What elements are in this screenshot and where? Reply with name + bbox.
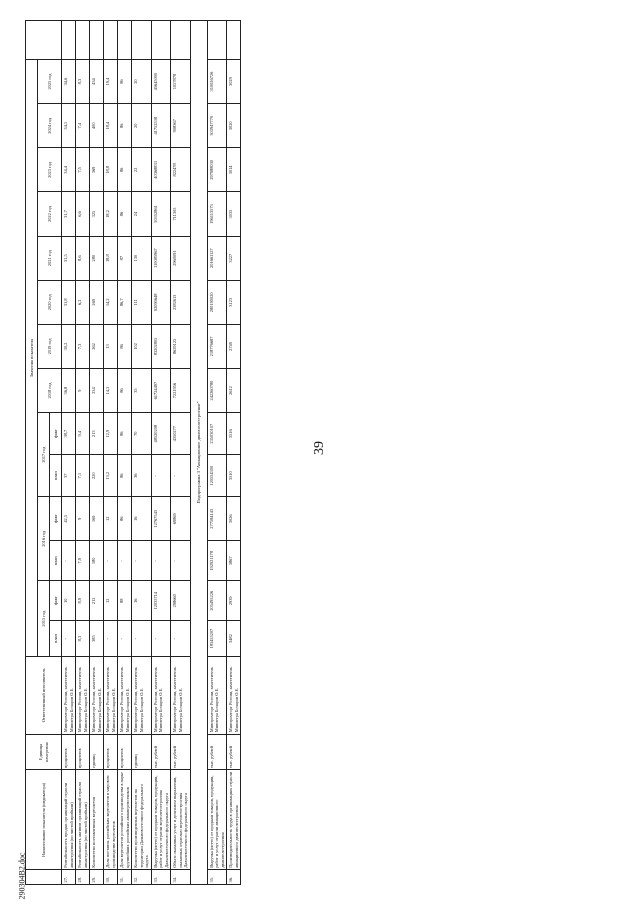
- indicator-name: Доля вертолетов российского производства в парке крупнейших российских авиаперевозчиков: [118, 770, 132, 870]
- table-body-part1: [62, 21, 191, 885]
- value-cell: 110085967: [151, 236, 171, 280]
- value-cell: 369: [90, 148, 104, 192]
- value-cell: 6,2: [76, 280, 90, 324]
- value-cell: 434: [90, 59, 104, 103]
- row-number: 29.: [90, 870, 104, 885]
- value-cell: 48520208: [151, 413, 171, 455]
- unit-cell: единиц: [132, 734, 152, 770]
- value-cell: 18,8: [104, 236, 118, 280]
- value-cell: 213: [90, 413, 104, 455]
- empty-cell: [118, 21, 132, 60]
- value-cell: 38,7: [62, 413, 76, 455]
- value-cell: -: [104, 621, 118, 657]
- header-empty: [26, 21, 62, 60]
- value-cell: 3020: [227, 104, 241, 148]
- value-cell: 242260780: [207, 369, 227, 413]
- header-year: 2023 год: [38, 148, 62, 192]
- table-row: [151, 21, 171, 885]
- value-cell: 8,3: [76, 59, 90, 103]
- empty-cell: [76, 21, 90, 60]
- value-cell: -: [118, 541, 132, 581]
- header-year: 2022 год: [38, 192, 62, 236]
- value-cell: 183455207: [207, 621, 227, 657]
- header-unit: Единица измерения: [26, 734, 62, 770]
- responsible-cell: Минпромторг России, заместитель Министра Бочаров О.Е.: [90, 656, 104, 734]
- header-values-group: Значения показателя: [26, 59, 38, 656]
- value-cell: 87: [118, 236, 132, 280]
- value-cell: 45645000: [151, 59, 171, 103]
- table-row: [171, 21, 191, 885]
- value-cell: 37: [62, 455, 76, 497]
- page-number: 39: [312, 441, 327, 455]
- value-cell: 4350277: [171, 413, 191, 455]
- value-cell: 12767543: [151, 497, 171, 541]
- table-row: [207, 21, 227, 885]
- value-cell: 86: [118, 192, 132, 236]
- row-number: 32.: [132, 870, 152, 885]
- value-cell: 18,8: [104, 148, 118, 192]
- value-cell: 34,4: [62, 148, 76, 192]
- value-cell: 2960091: [171, 236, 191, 280]
- header-plan: план: [50, 621, 62, 657]
- value-cell: -: [171, 621, 191, 657]
- value-cell: 9: [76, 497, 90, 541]
- header-fact: факт: [50, 497, 62, 541]
- value-cell: 86: [118, 497, 132, 541]
- header-2017: 2017 год: [38, 413, 50, 497]
- row-number: 27.: [62, 870, 76, 885]
- row-number: 34.: [171, 870, 191, 885]
- table-body-part2: [207, 21, 241, 885]
- table-row: [62, 21, 76, 885]
- header-year: 2025 год: [38, 59, 62, 103]
- empty-cell: [132, 21, 152, 60]
- empty-cell: [207, 21, 227, 60]
- indicator-name: Рентабельность продаж организаций отрасли авиастроения (по чистой прибыли): [62, 770, 76, 870]
- indicator-name: Доля поставок российских вертолетов в мировом производстве вертолетов: [104, 770, 118, 870]
- responsible-cell: Минпромторг России, заместитель Министра Бочаров О.Е.: [151, 656, 171, 734]
- value-cell: 86: [118, 148, 132, 192]
- responsible-cell: Минпромторг России, заместитель Министра Бочаров О.Е.: [62, 656, 76, 734]
- value-cell: 7,5: [76, 148, 90, 192]
- indicator-name: Объем оказанных услуг и денежном выражении, оказанных отраслью вертолетостроения Дальневосточного федерального округа: [171, 770, 191, 870]
- value-cell: 120554300: [207, 455, 227, 497]
- value-cell: 280: [90, 236, 104, 280]
- value-cell: 102: [132, 324, 152, 368]
- empty-cell: [104, 21, 118, 60]
- value-cell: 3516: [227, 413, 241, 455]
- value-cell: -: [171, 455, 191, 497]
- value-cell: 40368833: [151, 148, 171, 192]
- value-cell: 1057878: [171, 59, 191, 103]
- indicator-name: Рентабельность активов организаций отрасли авиастроения (по чистой прибыли): [76, 770, 90, 870]
- header-indicator-name: Наименование показателя (индикатора): [26, 770, 62, 870]
- value-cell: 12: [104, 497, 118, 541]
- row-number: 36.: [227, 870, 241, 885]
- value-cell: -: [151, 621, 171, 657]
- value-cell: 70: [132, 413, 152, 455]
- header-2016: 2016 год: [38, 497, 50, 581]
- value-cell: 3867: [227, 541, 241, 581]
- row-number: 28.: [76, 870, 90, 885]
- value-cell: 169: [90, 497, 104, 541]
- value-cell: 7,4: [76, 104, 90, 148]
- value-cell: 7221956: [171, 369, 191, 413]
- value-cell: 50352861: [151, 192, 171, 236]
- value-cell: 69869: [171, 497, 191, 541]
- subprogram-section: [190, 21, 207, 885]
- value-cell: -: [62, 541, 76, 581]
- row-number: 35.: [207, 870, 227, 885]
- unit-cell: тыс. рублей: [227, 734, 241, 770]
- value-cell: 218776687: [207, 324, 227, 368]
- value-cell: 42,5: [62, 497, 76, 541]
- value-cell: 111: [132, 280, 152, 324]
- rotated-table-container: [25, 20, 595, 885]
- value-cell: 41752538: [151, 104, 171, 148]
- indicators-table: [25, 20, 241, 885]
- value-cell: 20: [132, 59, 152, 103]
- value-cell: 7,1: [76, 455, 90, 497]
- value-cell: 12,9: [104, 413, 118, 455]
- value-cell: 86: [118, 413, 132, 455]
- table-row: [104, 21, 118, 885]
- unit-cell: тыс. рублей: [171, 734, 191, 770]
- value-cell: 22: [132, 148, 152, 192]
- value-cell: 711305: [171, 192, 191, 236]
- value-cell: 7,9: [76, 541, 90, 581]
- empty-cell: [90, 21, 104, 60]
- value-cell: 269: [90, 280, 104, 324]
- value-cell: 36: [132, 455, 152, 497]
- responsible-cell: Минпромторг России, заместитель Министра Бочаров О.Е.: [171, 656, 191, 734]
- value-cell: 36,8: [62, 369, 76, 413]
- header-year: 2024 год: [38, 104, 62, 148]
- indicator-name: Количество поставленных вертолетов: [90, 770, 104, 870]
- value-cell: 13: [104, 324, 118, 368]
- value-cell: 3482: [227, 621, 241, 657]
- value-cell: 92090648: [151, 280, 171, 324]
- value-cell: 2382613: [171, 280, 191, 324]
- unit-cell: процентов: [118, 734, 132, 770]
- value-cell: 86: [118, 324, 132, 368]
- value-cell: -: [132, 541, 152, 581]
- value-cell: 34,1: [62, 104, 76, 148]
- value-cell: 16: [132, 497, 152, 541]
- value-cell: 908367: [171, 104, 191, 148]
- value-cell: 86: [118, 455, 132, 497]
- value-cell: -: [104, 541, 118, 581]
- table-row: [132, 21, 152, 885]
- indicator-name: Выручка (нетто) от продажи товаров, продукции, работ и услуг отрасли авиационного двигателестроения: [207, 770, 227, 870]
- value-cell: 35: [132, 369, 152, 413]
- value-cell: -: [151, 455, 171, 497]
- value-cell: 31,8: [62, 280, 76, 324]
- document-filename: 290304B2.doc: [17, 852, 27, 900]
- value-cell: 24: [132, 192, 152, 236]
- value-cell: 3123: [227, 280, 241, 324]
- value-cell: -: [171, 541, 191, 581]
- empty-cell: [151, 21, 171, 60]
- value-cell: 16: [132, 581, 152, 621]
- value-cell: 8,9: [76, 581, 90, 621]
- value-cell: 2612: [227, 369, 241, 413]
- value-cell: 234: [90, 369, 104, 413]
- table-row: [227, 21, 241, 885]
- value-cell: -: [62, 621, 76, 657]
- indicator-name: Количество произведенных вертолетов на территории Дальневосточного федерального округа: [132, 770, 152, 870]
- unit-cell: процентов: [62, 734, 76, 770]
- value-cell: 9,4: [76, 413, 90, 455]
- value-cell: 10: [62, 581, 76, 621]
- value-cell: 298660: [171, 581, 191, 621]
- value-cell: 6,6: [76, 192, 90, 236]
- value-cell: 30,2: [62, 324, 76, 368]
- value-cell: 3026: [227, 497, 241, 541]
- responsible-cell: Минпромторг России, заместитель Министра Бочаров О.Е.: [132, 656, 152, 734]
- value-cell: 277584143: [207, 497, 227, 541]
- responsible-cell: Минпромторг России, заместитель Министра Бочаров О.Е.: [76, 656, 90, 734]
- value-cell: 86: [118, 104, 132, 148]
- header-2015: 2015 год: [38, 581, 50, 657]
- responsible-cell: Минпромторг России, заместитель Министра Бочаров О.Е.: [104, 656, 118, 734]
- value-cell: 196113573: [207, 192, 227, 236]
- value-cell: 8,6: [76, 236, 90, 280]
- value-cell: 86: [118, 59, 132, 103]
- value-cell: 14,3: [104, 369, 118, 413]
- row-number: 33.: [151, 870, 171, 885]
- value-cell: 3014: [227, 148, 241, 192]
- value-cell: 3510: [227, 455, 241, 497]
- value-cell: 822478: [171, 148, 191, 192]
- unit-cell: единиц: [90, 734, 104, 770]
- value-cell: 2939: [227, 581, 241, 621]
- responsible-cell: Минпромторг России, заместитель Министра Бочаров О.Е.: [118, 656, 132, 734]
- header-year: 2018 год: [38, 369, 62, 413]
- value-cell: 310026726: [207, 59, 227, 103]
- value-cell: 2749: [227, 324, 241, 368]
- value-cell: 297988030: [207, 148, 227, 192]
- value-cell: 34,6: [62, 59, 76, 103]
- value-cell: 220: [90, 455, 104, 497]
- value-cell: 31,5: [62, 236, 76, 280]
- value-cell: 3227: [227, 236, 241, 280]
- value-cell: 8659125: [171, 324, 191, 368]
- value-cell: 61724497: [151, 369, 171, 413]
- value-cell: -: [132, 621, 152, 657]
- value-cell: 31,7: [62, 192, 76, 236]
- header-plan: план: [50, 455, 62, 497]
- value-cell: 8,3: [76, 621, 90, 657]
- value-cell: 201661127: [207, 236, 227, 280]
- value-cell: 86: [118, 369, 132, 413]
- value-cell: 3029: [227, 59, 241, 103]
- empty-cell: [171, 21, 191, 60]
- header-plan: план: [50, 541, 62, 581]
- row-number: 30.: [104, 870, 118, 885]
- indicator-name: Производительность труда в организациях отрасли авиационного двигателестроения: [227, 770, 241, 870]
- unit-cell: тыс. рублей: [151, 734, 171, 770]
- subprogram-title: Подпрограмма 3 "Авиационное двигателестроение": [190, 21, 207, 885]
- value-cell: 192921178: [207, 541, 227, 581]
- empty-cell: [62, 21, 76, 60]
- header-fact: факт: [50, 413, 62, 455]
- value-cell: 83202805: [151, 324, 171, 368]
- value-cell: 18,2: [104, 192, 118, 236]
- header-responsible: Ответственный исполнитель: [26, 656, 62, 734]
- value-cell: 7,3: [76, 324, 90, 368]
- value-cell: 303947770: [207, 104, 227, 148]
- value-cell: 19,4: [104, 59, 118, 103]
- value-cell: 205495226: [207, 581, 227, 621]
- value-cell: 12: [104, 581, 118, 621]
- unit-cell: процентов: [104, 734, 118, 770]
- value-cell: 235030107: [207, 413, 227, 455]
- value-cell: 86,7: [118, 280, 132, 324]
- value-cell: 400: [90, 104, 104, 148]
- value-cell: 12035714: [151, 581, 171, 621]
- value-cell: 18,4: [104, 104, 118, 148]
- value-cell: 262: [90, 324, 104, 368]
- value-cell: 13,2: [104, 455, 118, 497]
- table-row: [76, 21, 90, 885]
- value-cell: 88: [118, 581, 132, 621]
- value-cell: 212: [90, 581, 104, 621]
- value-cell: 20: [132, 104, 152, 148]
- table-row: [90, 21, 104, 885]
- unit-cell: тыс. рублей: [207, 734, 227, 770]
- value-cell: 280190020: [207, 280, 227, 324]
- indicator-name: Выручка (нетто) от продажи товаров, продукции, работ и услуг отрасли вертолетостроения Дальневосточного федерального округа: [151, 770, 171, 870]
- value-cell: 385: [90, 621, 104, 657]
- responsible-cell: Минпромторг России, заместитель Министра Бочаров О.Е.: [207, 656, 227, 734]
- header-year: 2020 год: [38, 280, 62, 324]
- value-cell: 14,2: [104, 280, 118, 324]
- table-row: [118, 21, 132, 885]
- header-fact: факт: [50, 581, 62, 621]
- value-cell: 9: [76, 369, 90, 413]
- unit-cell: процентов: [76, 734, 90, 770]
- value-cell: -: [118, 621, 132, 657]
- value-cell: 3035: [227, 192, 241, 236]
- empty-cell: [227, 21, 241, 60]
- row-number: 31.: [118, 870, 132, 885]
- header-year: 2019 год: [38, 324, 62, 368]
- value-cell: 130: [132, 236, 152, 280]
- header-year: 2021 год: [38, 236, 62, 280]
- value-cell: 325: [90, 192, 104, 236]
- header-number: [26, 870, 62, 885]
- value-cell: 180: [90, 541, 104, 581]
- responsible-cell: Минпромторг России, заместитель Министра Бочаров О.Е.: [227, 656, 241, 734]
- value-cell: -: [151, 541, 171, 581]
